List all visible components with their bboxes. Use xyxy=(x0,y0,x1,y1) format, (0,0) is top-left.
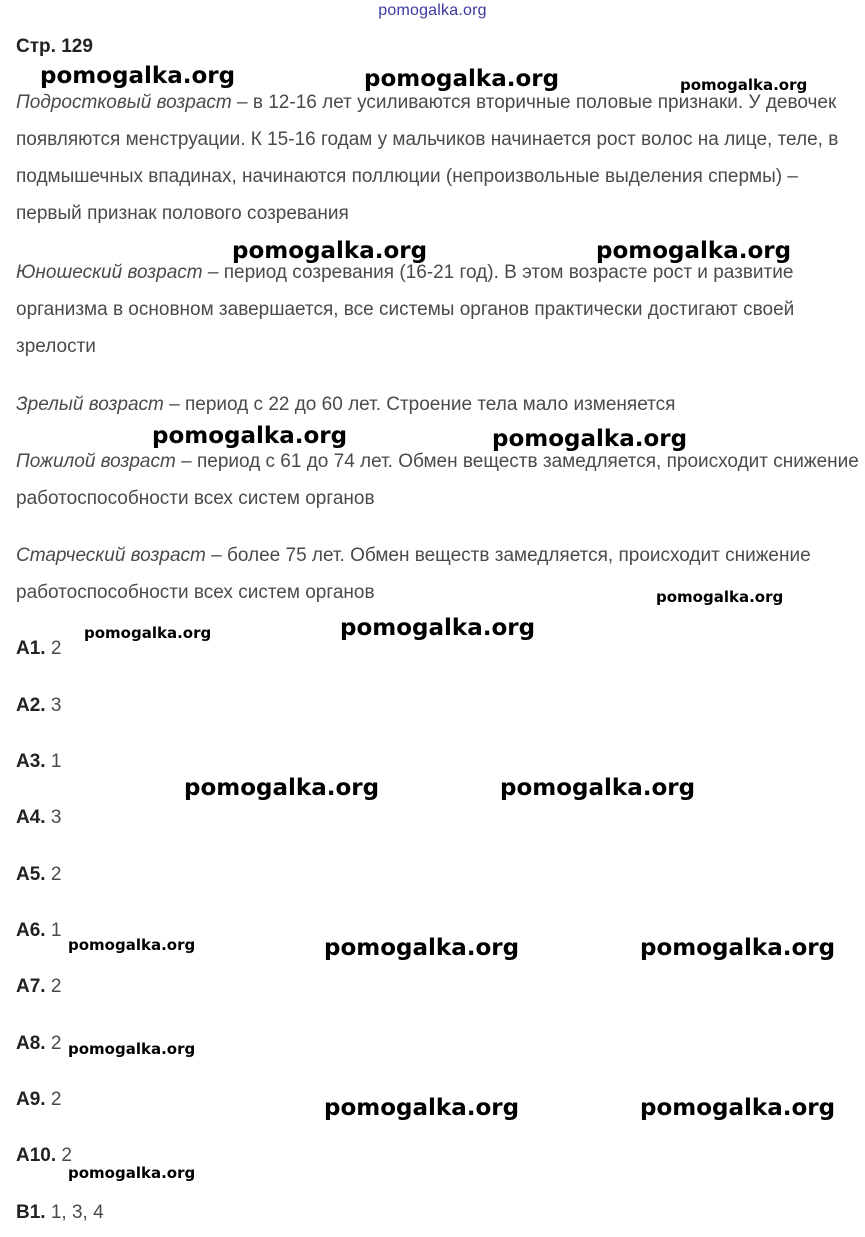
answer-item xyxy=(16,976,61,998)
watermark: pomogalka.org xyxy=(680,76,808,94)
watermark: pomogalka.org xyxy=(40,63,236,89)
top-site-watermark: pomogalka.org xyxy=(378,2,487,19)
answer-label: А6. xyxy=(16,920,46,941)
answer-item xyxy=(16,695,61,717)
watermark: pomogalka.org xyxy=(596,238,792,264)
answer-item xyxy=(16,1202,104,1224)
watermark: pomogalka.org xyxy=(364,66,560,92)
answer-label: А7. xyxy=(16,976,46,997)
term-label: Юношеский возраст xyxy=(16,262,203,283)
answer-item xyxy=(16,920,61,942)
watermark: pomogalka.org xyxy=(68,1040,196,1058)
watermark: pomogalka.org xyxy=(656,588,784,606)
answer-label: В1. xyxy=(16,1202,46,1223)
term-description: – период с 61 до 74 лет. Обмен веществ замедляется, происходит снижение работоспособности всех систем органов xyxy=(16,451,859,509)
paragraph-elderly xyxy=(16,443,861,517)
answer-label: А8. xyxy=(16,1033,46,1054)
answer-label: А9. xyxy=(16,1089,46,1110)
watermark: pomogalka.org xyxy=(84,624,212,642)
answer-label: А3. xyxy=(16,751,46,772)
answer-value: 1 xyxy=(50,751,62,772)
term-description: – период созревания (16-21 год). В этом возрасте рост и развитие организма в основном завершается, все системы органов практически достигают своей зрелости xyxy=(16,262,795,357)
answer-item xyxy=(16,751,61,773)
answer-item xyxy=(16,1033,61,1055)
answer-value: 1 xyxy=(50,920,62,941)
answer-item xyxy=(16,807,61,829)
answer-label: А5. xyxy=(16,864,46,885)
watermark: pomogalka.org xyxy=(68,936,196,954)
watermark: pomogalka.org xyxy=(232,238,428,264)
answer-value: 3 xyxy=(50,807,62,828)
watermark: pomogalka.org xyxy=(324,1095,520,1121)
term-label: Зрелый возраст xyxy=(16,394,164,415)
term-description: – в 12-16 лет усиливаются вторичные половые признаки. У девочек появляются менструации. К 15-16 годам у мальчиков начинается рост волос на лице, теле, в подмышечных впадинах, начинаются поллюции (непроизвольные выделения спермы) – первый признак полового созревания xyxy=(16,92,839,224)
answer-label: А4. xyxy=(16,807,46,828)
watermark: pomogalka.org xyxy=(324,935,520,961)
answer-value: 2 xyxy=(50,864,62,885)
answer-label: А1. xyxy=(16,638,46,659)
answer-value: 2 xyxy=(61,1145,72,1166)
answer-value: 2 xyxy=(50,1033,62,1054)
watermark: pomogalka.org xyxy=(640,935,836,961)
answer-item xyxy=(16,864,61,886)
term-label: Пожилой возраст xyxy=(16,451,176,472)
answer-value: 2 xyxy=(50,976,62,997)
answer-item xyxy=(16,1145,72,1167)
page-number: Стр. 129 xyxy=(16,36,93,57)
paragraph-youth xyxy=(16,254,861,365)
answer-value: 2 xyxy=(50,638,62,659)
paragraph-adolescent xyxy=(16,84,861,232)
answer-value: 2 xyxy=(50,1089,62,1110)
answer-label: А10. xyxy=(16,1145,57,1166)
paragraph-mature xyxy=(16,386,861,423)
watermark: pomogalka.org xyxy=(152,423,348,449)
watermark: pomogalka.org xyxy=(184,775,380,801)
answer-item xyxy=(16,1089,61,1111)
answer-value: 1, 3, 4 xyxy=(50,1202,104,1223)
term-description: – более 75 лет. Обмен веществ замедляется, происходит снижение работоспособности всех систем органов xyxy=(16,545,811,603)
watermark: pomogalka.org xyxy=(500,775,696,801)
term-label: Подростковый возраст xyxy=(16,92,232,113)
watermark: pomogalka.org xyxy=(68,1164,196,1182)
watermark: pomogalka.org xyxy=(340,615,536,641)
term-label: Старческий возраст xyxy=(16,545,206,566)
answer-value: 3 xyxy=(50,695,62,716)
watermark: pomogalka.org xyxy=(640,1095,836,1121)
answer-label: А2. xyxy=(16,695,46,716)
watermark: pomogalka.org xyxy=(492,426,688,452)
term-description: – период с 22 до 60 лет. Строение тела мало изменяется xyxy=(163,394,676,415)
answer-item xyxy=(16,638,61,660)
